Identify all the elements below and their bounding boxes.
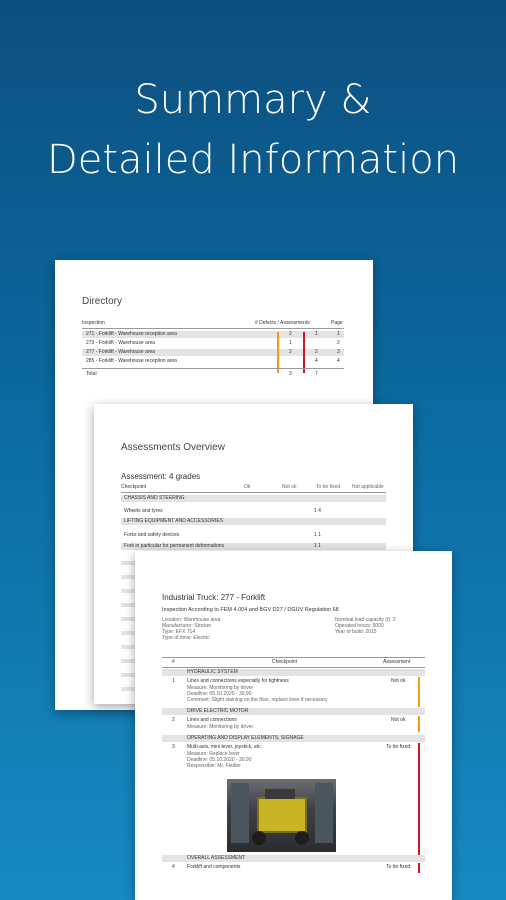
directory-row-name: 273 - Forklift - Warehouse area (86, 340, 156, 346)
legend-not-ok: Not ok (282, 484, 297, 490)
legend-to-be-fixed: To be fixed (316, 484, 341, 490)
forklift-mast (265, 789, 295, 799)
col-assessment: Assessment (383, 659, 411, 665)
legend-not-applicable: Not applicable (352, 484, 384, 490)
item-text: Lines and connections (187, 717, 237, 723)
defect-marker (303, 332, 305, 373)
directory-row-page: 4 (337, 358, 340, 364)
directory-row-page: 1 (337, 331, 340, 337)
item-number: 4 (172, 864, 175, 870)
info-key: Type of drive: (162, 635, 193, 641)
section-label: OPERATING AND DISPLAY ELEMENTS, SIGNAGE (187, 735, 304, 741)
assessment-marker (418, 716, 420, 732)
directory-row-count: 2 (289, 331, 292, 337)
col-page: Page (331, 320, 343, 326)
directory-row-count: 2 (315, 349, 318, 355)
directory-total-label: Total (86, 371, 97, 377)
section-label: DRIVE ELECTRIC MOTOR (187, 708, 249, 714)
item-number: 1 (172, 678, 175, 684)
headline-line-1: Summary & (134, 77, 372, 123)
info-key: Manufacturer: (162, 623, 193, 629)
forklift-photo (227, 779, 336, 852)
assessment-marker (418, 863, 420, 873)
directory-total-value: 7 (315, 371, 318, 377)
item-detail: Comment: Slight staining on the floor, replace lines if necessary (187, 697, 328, 703)
item-detail: Responsible: Mr. Fiedler (187, 763, 241, 769)
directory-row-name: 271 - Forklift - Warehouse reception area (86, 331, 177, 337)
checkpoint-label: Fork in particular for permanent deformations (124, 543, 225, 549)
checkpoint-label: Wheels and tyres (124, 508, 163, 514)
directory-row-count: 1 (315, 331, 318, 337)
forklift-body (257, 797, 307, 833)
item-detail: Deadline: 05.10.2020 - 30.90 (187, 691, 252, 697)
assessment-marker (418, 677, 420, 707)
info-key: Nominal load capacity (t): (335, 617, 392, 623)
section-label: HYDRAULIC SYSTEM (187, 669, 238, 675)
forklift-wheel (252, 831, 266, 845)
detail-subtitle: Inspection According to FEM 4.004 and BGV D27 / DGUV Regulation 68 (162, 607, 339, 613)
col-checkpoint: Checkpoint (121, 484, 147, 490)
directory-row-page: 3 (337, 349, 340, 355)
section-label: OVERALL ASSESSMENT (187, 855, 246, 861)
item-text: Forklift and components (187, 864, 241, 870)
item-number: 2 (172, 717, 175, 723)
directory-row-page: 2 (337, 340, 340, 346)
checkpoint-value: 1 1 (314, 543, 321, 549)
info-value: 5000 (372, 623, 384, 629)
col-counts: # Defects / Assessments (255, 320, 310, 326)
section-label: CHASSIS AND STEERING (124, 495, 185, 501)
item-assessment: To be fixed (386, 744, 411, 750)
checkpoint-value: 1 1 (314, 532, 321, 538)
info-value: Stocker (194, 623, 212, 629)
info-key: Year of build: (335, 629, 365, 635)
detail-sheet (135, 551, 452, 900)
info-year (335, 629, 377, 636)
item-detail: Measure: Monitoring by driver (187, 685, 254, 691)
directory-total-value: 3 (289, 371, 292, 377)
defect-marker (277, 332, 279, 373)
headline (0, 70, 506, 190)
item-detail: Measure: Monitoring by driver (187, 724, 254, 730)
directory-row-name: 277 - Forklift - Warehouse area (86, 349, 156, 355)
item-text: Multi-axis, mini lever, joystick, etc. (187, 744, 263, 750)
directory-row-count: 1 (289, 340, 292, 346)
checkpoint-value: 1 4 (314, 508, 321, 514)
checkpoint-label: Forks and safety devices (124, 532, 180, 538)
info-key: Type: (162, 629, 175, 635)
assessments-title: Assessments Overview (121, 442, 225, 453)
detail-title: Industrial Truck: 277 - Forklift (162, 593, 266, 602)
info-key: Operated hours: (335, 623, 372, 629)
item-number: 3 (172, 744, 175, 750)
info-drive (162, 635, 210, 642)
info-value: EFX 714 (175, 629, 196, 635)
item-assessment: Not ok (391, 717, 406, 723)
col-checkpoint: Checkpoint (272, 659, 298, 665)
info-key: Location: (162, 617, 183, 623)
item-assessment: Not ok (391, 678, 406, 684)
info-value: 2015 (365, 629, 377, 635)
col-inspection: Inspection (82, 320, 105, 326)
assessments-subtitle: Assessment: 4 grades (121, 472, 201, 481)
forklift-wheel (295, 831, 309, 845)
item-detail: Deadline: 05.10.2020 - 30.90 (187, 757, 252, 763)
item-detail: Measure: Replace lever (187, 751, 240, 757)
legend-ok: Ok (244, 484, 251, 490)
shelf (315, 783, 333, 843)
directory-row-count: 4 (315, 358, 318, 364)
item-text: Lines and connections especially for tightness (187, 678, 289, 684)
section-label: LIFTING EQUIPMENT AND ACCESSORIES (124, 518, 224, 524)
info-value: Warehouse area (183, 617, 221, 623)
headline-line-2: Detailed Information (46, 137, 460, 183)
info-value: 2 (392, 617, 396, 623)
assessment-marker (418, 743, 420, 859)
directory-row-name: 285 - Forklift - Warehouse reception area (86, 358, 177, 364)
directory-title: Directory (82, 296, 123, 307)
info-value: Electric (193, 635, 210, 641)
col-number: # (172, 659, 175, 665)
item-assessment: To be fixed (386, 864, 411, 870)
shelf (231, 783, 249, 843)
directory-row-count: 2 (289, 349, 292, 355)
